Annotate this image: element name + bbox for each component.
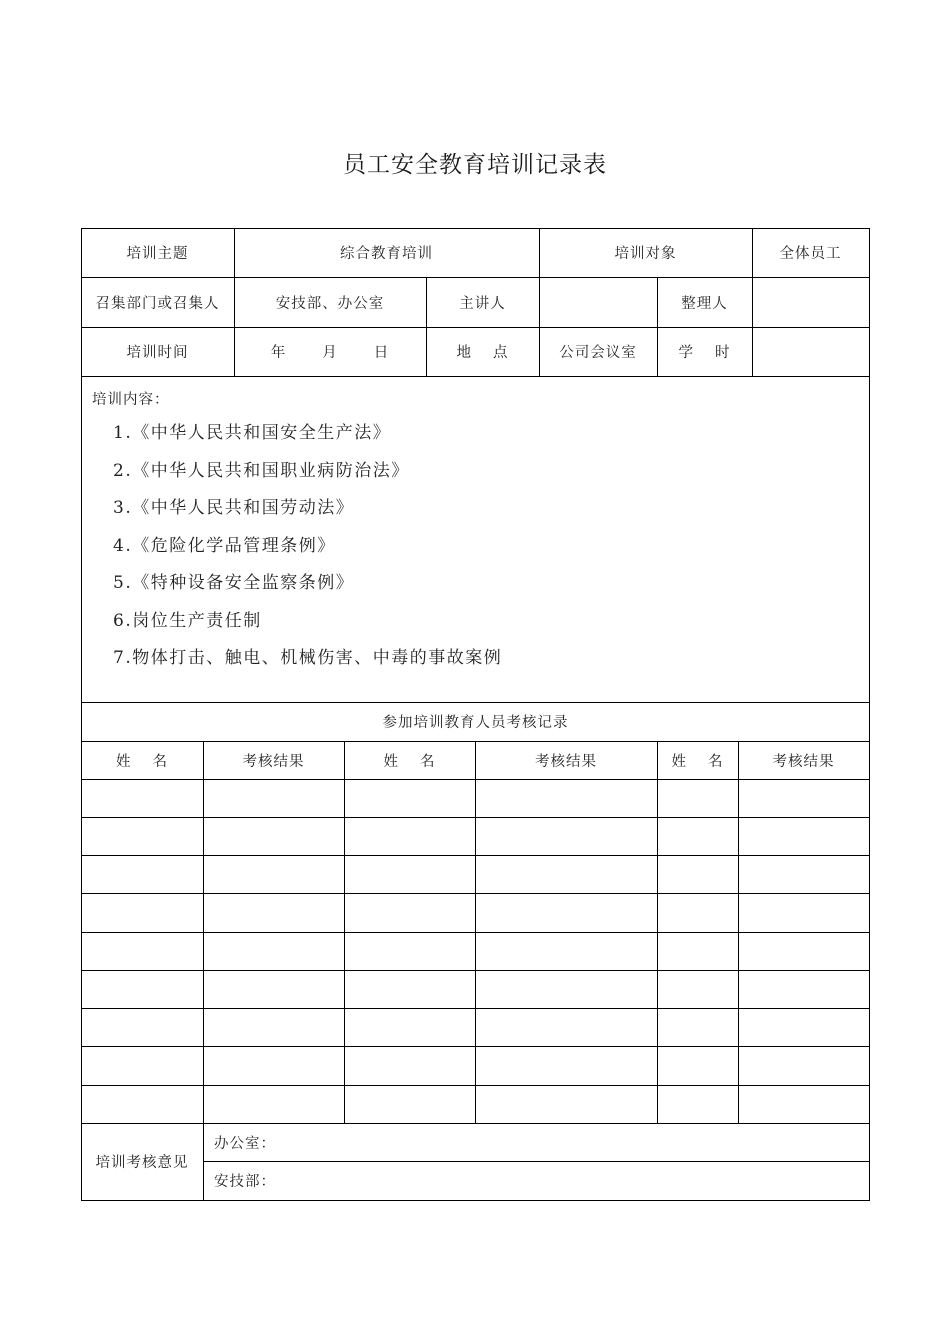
opinion-label: 培训考核意见: [95, 1155, 189, 1171]
record-name-cell[interactable]: [81, 1008, 203, 1046]
record-name-cell[interactable]: [81, 893, 203, 932]
record-name-cell[interactable]: [344, 970, 475, 1008]
header-result-1: 考核结果: [242, 753, 305, 770]
content-item: 1.《中华人民共和国安全生产法》: [113, 423, 392, 443]
record-name-cell[interactable]: [657, 970, 738, 1008]
record-name-cell[interactable]: [81, 932, 203, 970]
target-label: 培训对象: [614, 246, 677, 262]
record-result-cell[interactable]: [203, 1085, 344, 1123]
record-name-cell[interactable]: [657, 1046, 738, 1085]
time-month: 月: [322, 345, 338, 361]
content-item: 2.《中华人民共和国职业病防治法》: [113, 460, 410, 481]
time-day: 日: [373, 345, 390, 361]
topic-value[interactable]: 综合教育培训: [340, 246, 433, 262]
grid-line: [81, 1200, 870, 1201]
header-result-2: 考核结果: [535, 753, 597, 770]
record-result-cell[interactable]: [738, 970, 869, 1008]
opinion-safety-dept[interactable]: 安技部：: [214, 1174, 276, 1190]
record-name-cell[interactable]: [657, 1008, 738, 1046]
record-name-cell[interactable]: [657, 932, 738, 970]
record-result-cell[interactable]: [738, 893, 869, 932]
record-result-cell[interactable]: [203, 970, 344, 1008]
record-result-cell[interactable]: [738, 779, 869, 817]
place-label: 地 点: [456, 345, 509, 361]
dept-label: 召集部门或召集人: [95, 295, 220, 312]
dept-value[interactable]: 安技部、办公室: [275, 295, 385, 312]
time-value[interactable]: [234, 327, 426, 376]
speaker-label: 主讲人: [459, 295, 506, 312]
record-result-cell[interactable]: [738, 932, 869, 970]
hours-label: 学 时: [678, 345, 731, 361]
header-name-1: 姓 名: [115, 753, 169, 770]
record-result-cell[interactable]: [203, 932, 344, 970]
record-name-cell[interactable]: [344, 893, 475, 932]
target-value[interactable]: 全体员工: [779, 246, 842, 262]
record-result-cell[interactable]: [475, 1085, 657, 1123]
record-name-cell[interactable]: [344, 817, 475, 855]
record-result-cell[interactable]: [475, 932, 657, 970]
record-result-cell[interactable]: [475, 1046, 657, 1085]
content-item: 5.《特种设备安全监察条例》: [113, 573, 355, 593]
organizer-label: 整理人: [681, 295, 728, 312]
record-name-cell[interactable]: [344, 1046, 475, 1085]
record-result-cell[interactable]: [203, 1008, 344, 1046]
record-name-cell[interactable]: [81, 817, 203, 855]
header-name-3: 姓 名: [671, 753, 724, 770]
opinion-office[interactable]: 办公室：: [214, 1135, 276, 1152]
record-name-cell[interactable]: [344, 1085, 475, 1123]
record-name-cell[interactable]: [657, 893, 738, 932]
content-item: 3.《中华人民共和国劳动法》: [113, 498, 355, 518]
record-name-cell[interactable]: [344, 932, 475, 970]
time-year: 年: [270, 345, 287, 361]
record-name-cell[interactable]: [657, 855, 738, 893]
record-name-cell[interactable]: [81, 970, 203, 1008]
record-result-cell[interactable]: [475, 1008, 657, 1046]
record-name-cell[interactable]: [657, 1085, 738, 1123]
place-value[interactable]: 公司会议室: [559, 345, 637, 361]
content-item: 7.物体打击、触电、机械伤害、中毒的事故案例: [113, 648, 503, 668]
record-result-cell[interactable]: [203, 779, 344, 817]
speaker-value[interactable]: [539, 277, 657, 327]
hours-value[interactable]: [752, 327, 869, 376]
record-result-cell[interactable]: [203, 893, 344, 932]
record-result-cell[interactable]: [203, 1046, 344, 1085]
header-result-3: 考核结果: [772, 753, 835, 770]
record-name-cell[interactable]: [81, 1085, 203, 1123]
content-item: 4.《危险化学品管理条例》: [113, 535, 336, 556]
time-label: 培训时间: [126, 345, 189, 361]
record-result-cell[interactable]: [738, 1085, 869, 1123]
record-name-cell[interactable]: [344, 1008, 475, 1046]
record-name-cell[interactable]: [657, 779, 738, 817]
record-name-cell[interactable]: [81, 779, 203, 817]
record-result-cell[interactable]: [475, 893, 657, 932]
organizer-value[interactable]: [752, 277, 869, 327]
record-result-cell[interactable]: [475, 855, 657, 893]
record-name-cell[interactable]: [81, 1046, 203, 1085]
topic-label: 培训主题: [126, 246, 189, 262]
record-name-cell[interactable]: [344, 855, 475, 893]
page-title: 员工安全教育培训记录表: [343, 152, 607, 178]
record-result-cell[interactable]: [475, 970, 657, 1008]
content-label: 培训内容：: [92, 392, 170, 408]
content-item: 6.岗位生产责任制: [113, 610, 262, 631]
record-result-cell[interactable]: [738, 855, 869, 893]
record-result-cell[interactable]: [203, 817, 344, 855]
header-name-2: 姓 名: [383, 753, 436, 770]
training-record-form: [81, 228, 870, 1201]
record-result-cell[interactable]: [203, 855, 344, 893]
record-name-cell[interactable]: [657, 817, 738, 855]
record-result-cell[interactable]: [738, 1046, 869, 1085]
content-list: [113, 415, 502, 678]
record-result-cell[interactable]: [475, 779, 657, 817]
record-name-cell[interactable]: [81, 855, 203, 893]
record-name-cell[interactable]: [344, 779, 475, 817]
record-result-cell[interactable]: [738, 817, 869, 855]
record-result-cell[interactable]: [475, 817, 657, 855]
record-result-cell[interactable]: [738, 1008, 869, 1046]
records-section-title: 参加培训教育人员考核记录: [382, 715, 569, 731]
